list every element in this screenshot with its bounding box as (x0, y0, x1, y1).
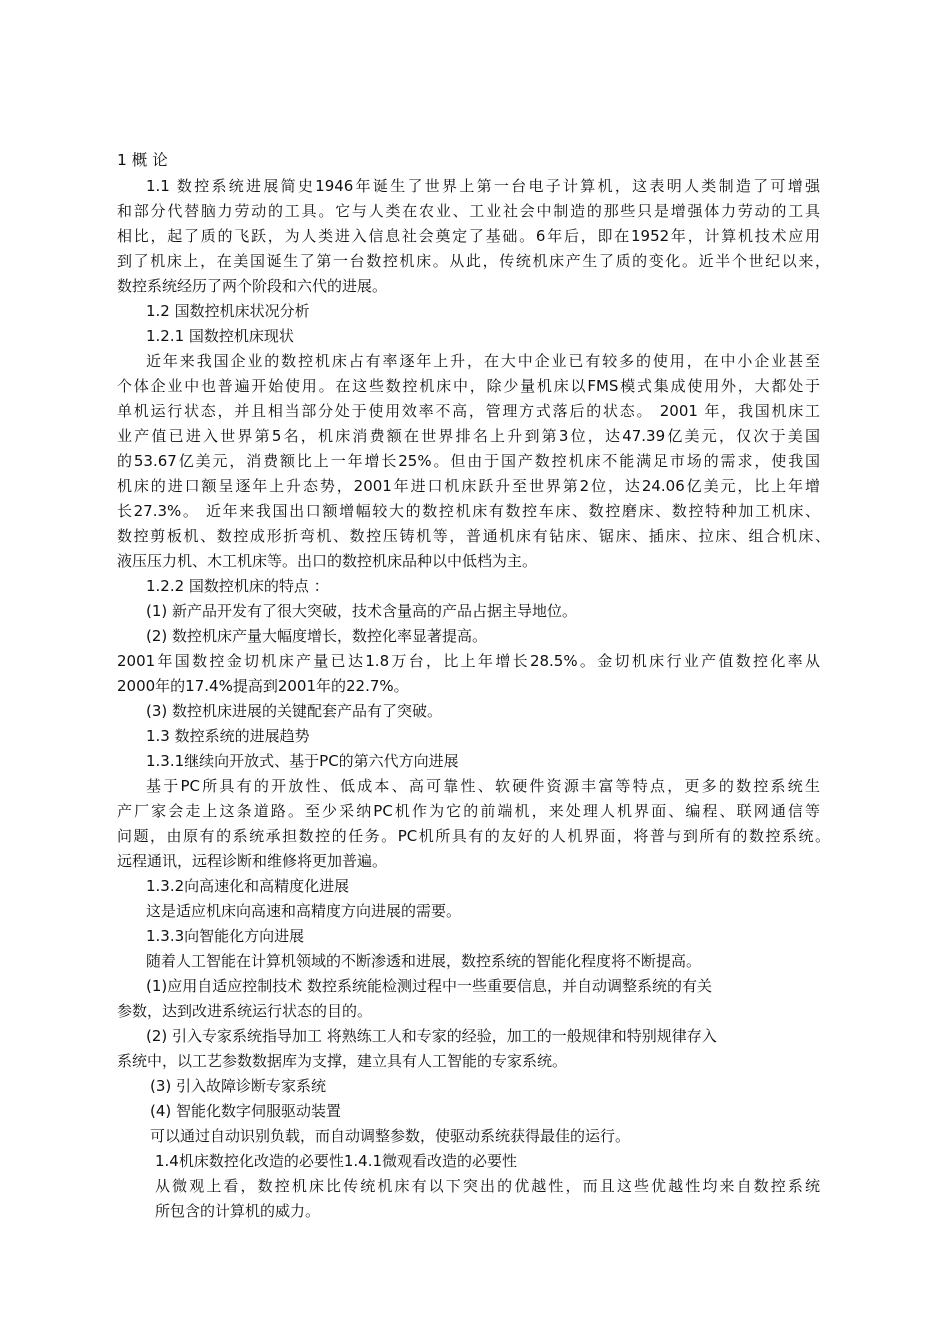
text-line: 单机运行状态，并且相当部分处于使用效率不高，管理方式落后的状态。 2001 年，我国机床工 (117, 402, 820, 420)
text-line: 的53.67亿美元，消费额比上一年增长25%。但由于国产数控机床不能满足市场的需求，使我国 (117, 452, 820, 470)
text-line: 随着人工智能在计算机领域的不断渗透和进展，数控系统的智能化程度将不断提高。 (146, 952, 702, 970)
text-line: 业产值已进入世界第5名，机床消费额在世界排名上升到第3位，达47.39亿美元，仅次于美国 (117, 427, 820, 445)
text-line: 数控剪板机、数控成形折弯机、数控压铸机等，普通机床有钻床、锯床、插床、拉床、组合机床、 (117, 527, 830, 545)
text-line: 这是适应机床向高速和高精度方向进展的需要。 (146, 902, 462, 920)
text-line: 近年来我国企业的数控机床占有率逐年上升，在大中企业已有较多的使用，在中小企业甚至 (146, 352, 820, 370)
section-heading: 1 概 论 (117, 151, 168, 169)
text-line: 系统中，以工艺参数数据库为支撑，建立具有人工智能的专家系统。 (117, 1052, 568, 1070)
text-line: 相比，起了质的飞跃，为人类进入信息社会奠定了基础。6年后，即在1952年，计算机技术应用 (117, 227, 820, 245)
subheading: 1.2 国数控机床状况分析 (146, 302, 310, 320)
text-line: 和部分代替脑力劳动的工具。它与人类在农业、工业社会中制造的那些只是增强体力劳动的工具 (117, 202, 820, 220)
text-line: 数控系统经历了两个阶段和六代的进展。 (117, 277, 388, 295)
text-line: 长27.3%。 近年来我国出口额增幅较大的数控机床有数控车床、数控磨床、数控特种加工机床、 (117, 502, 820, 520)
text-line: 到了机床上，在美国诞生了第一台数控机床。从此，传统机床产生了质的变化。近半个世纪以来， (117, 252, 830, 270)
text-line: 2001年国数控金切机床产量已达1.8万台，比上年增长28.5%。金切机床行业产值数控化率从 (117, 652, 820, 670)
list-item: (3) 引入故障诊断专家系统 (150, 1077, 327, 1095)
text-line: 参数，达到改进系统运行状态的目的。 (117, 1002, 373, 1020)
subheading: 1.3.3向智能化方向进展 (146, 927, 305, 945)
text-line: 液压压力机、木工机床等。出口的数控机床品种以中低档为主。 (117, 552, 538, 570)
subheading: 1.4机床数控化改造的必要性1.4.1微观看改造的必要性 (155, 1152, 518, 1170)
text-line: 基于PC所具有的开放性、低成本、高可靠性、软硬件资源丰富等特点，更多的数控系统生 (146, 777, 820, 795)
text-line: 问题，由原有的系统承担数控的任务。PC机所具有的友好的人机界面，将普与到所有的数控系统。 (117, 827, 830, 845)
subheading: 1.3.2向高速化和高精度化进展 (146, 877, 350, 895)
list-item: (1) 新产品开发有了很大突破，技术含量高的产品占据主导地位。 (146, 602, 578, 620)
text-line: 从微观上看，数控机床比传统机床有以下突出的优越性，而且这些优越性均来自数控系统 (155, 1177, 820, 1195)
text-line: 可以通过自动识别负载，而自动调整参数，使驱动系统获得最佳的运行。 (150, 1127, 631, 1145)
list-item: (2) 数控机床产量大幅度增长，数控化率显著提高。 (146, 627, 488, 645)
list-item: (4) 智能化数字伺服驱动装置 (150, 1102, 342, 1120)
text-line: 2000年的17.4%提高到2001年的22.7%。 (117, 677, 409, 695)
list-item: (2) 引入专家系统指导加工 将熟练工人和专家的经验，加工的一般规律和特别规律存入 (146, 1027, 717, 1045)
text-line: 所包含的计算机的威力。 (155, 1202, 321, 1220)
list-item: (1)应用自适应控制技术 数控系统能检测过程中一些重要信息，并自动调整系统的有关 (146, 977, 713, 995)
subheading: 1.3.1继续向开放式、基于PC的第六代方向进展 (146, 752, 459, 770)
subheading: 1.2.2 国数控机床的特点 ： (146, 577, 329, 595)
text-line: 产厂家会走上这条道路。至少采纳PC机作为它的前端机，来处理人机界面、编程、联网通信等 (117, 802, 820, 820)
text-line: 个体企业中也普遍开始使用。在这些数控机床中，除少量机床以FMS模式集成使用外，大都处于 (117, 377, 820, 395)
list-item: (3) 数控机床进展的关键配套产品有了突破。 (146, 702, 443, 720)
subheading: 1.2.1 国数控机床现状 (146, 327, 294, 345)
text-line: 1.1 数控系统进展简史1946年诞生了世界上第一台电子计算机，这表明人类制造了可增强 (146, 177, 820, 195)
subheading: 1.3 数控系统的进展趋势 (146, 727, 310, 745)
text-line: 远程通讯，远程诊断和维修将更加普遍。 (117, 852, 388, 870)
text-line: 机床的进口额呈逐年上升态势，2001年进口机床跃升至世界第2位，达24.06亿美元，比上年增 (117, 477, 820, 495)
